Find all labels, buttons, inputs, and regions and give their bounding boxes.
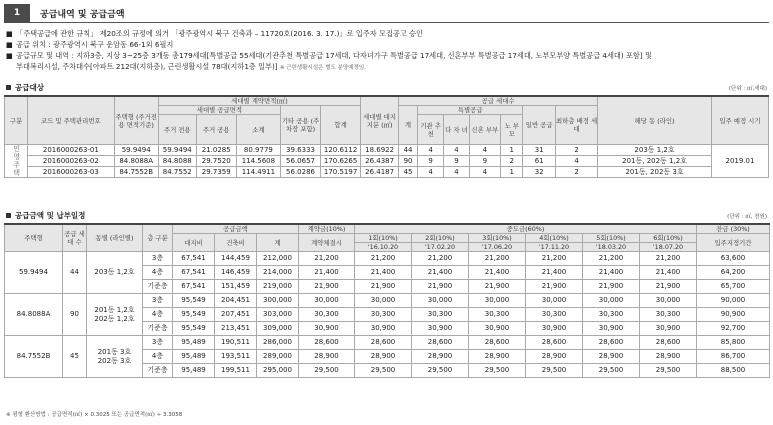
section1-unit: (단위 : ㎡,세대) — [728, 86, 767, 92]
cell-m-3: 30,300 — [526, 308, 583, 322]
cell-m-1: 28,900 — [412, 350, 469, 364]
cell-m-5: 28,600 — [640, 336, 697, 350]
col-newly: 신혼 부부 — [469, 115, 501, 145]
cell-m-5: 29,500 — [640, 364, 697, 378]
cell-m-0: 21,400 — [355, 266, 412, 280]
cell-balance: 92,700 — [697, 322, 770, 336]
cell-m-1: 21,900 — [412, 280, 469, 294]
cell-m-5: 21,400 — [640, 266, 697, 280]
cell-m-2: 30,000 — [469, 294, 526, 308]
cell-m-2: 21,900 — [469, 280, 526, 294]
cell-contract: 21,200 — [299, 252, 355, 266]
cell-m-2: 30,300 — [469, 308, 526, 322]
section2-title: 공급금액 및 납부일정 — [6, 210, 85, 221]
cell-m-0: 28,600 — [355, 336, 412, 350]
cell-m-2: 28,900 — [469, 350, 526, 364]
cell-building: 207,451 — [215, 308, 257, 322]
cell-balance: 88,500 — [697, 364, 770, 378]
cell-m-3: 21,900 — [526, 280, 583, 294]
cell-balance: 63,600 — [697, 252, 770, 266]
cell-m-5: 30,900 — [640, 322, 697, 336]
cell-m-1: 30,300 — [412, 308, 469, 322]
cell-total: 219,000 — [257, 280, 299, 294]
cell-m-4: 21,400 — [583, 266, 640, 280]
cell-m-1: 21,400 — [412, 266, 469, 280]
cell-total: 214,000 — [257, 266, 299, 280]
notice-bullets — [6, 28, 768, 74]
col-area-group: 세대별 계약면적(㎡) — [158, 96, 360, 106]
households-cell: 90 — [63, 294, 87, 336]
cell-m-2: 30,900 — [469, 322, 526, 336]
cell-m-4: 21,900 — [583, 280, 640, 294]
col-land: 세대별 대지 지분 (㎡) — [361, 96, 399, 145]
col-move-in: 입주 예정 시기 — [711, 96, 768, 145]
cell-building: 213,451 — [215, 322, 257, 336]
cell-m-1: 28,600 — [412, 336, 469, 350]
cell-land: 95,489 — [173, 364, 215, 378]
col-general: 일반 공급 — [523, 106, 556, 145]
cell-total: 286,000 — [257, 336, 299, 350]
bullet-item: ■ 공급 위치 : 광주광역시 북구 운암동 66-1외 6필지 — [6, 40, 174, 49]
cell-total: 309,000 — [257, 322, 299, 336]
table-row: 2016000263-02 84.8088A 84.8088 29.7520 114.5608 56.0657 170.6265 26.4387 90 9 9 9 2 61 4 201동, 202동 1,2호 — [5, 156, 769, 167]
cell-m-4: 30,300 — [583, 308, 640, 322]
cell-m-4: 30,900 — [583, 322, 640, 336]
bullet-note: ※ 근린생활시설은 별도 분양예정임. — [279, 65, 366, 71]
cell-building: 190,511 — [215, 336, 257, 350]
table-row — [5, 336, 770, 350]
cell-m-1: 29,500 — [412, 364, 469, 378]
section-title: 공급내역 및 공급금액 — [40, 9, 125, 20]
col-code: 코드 및 주택관리번호 — [28, 96, 114, 145]
cell-total: 300,000 — [257, 294, 299, 308]
cell-balance: 90,900 — [697, 308, 770, 322]
cell-contract: 28,600 — [299, 336, 355, 350]
cell-contract: 30,300 — [299, 308, 355, 322]
cell-m-0: 29,500 — [355, 364, 412, 378]
cell-m-0: 30,000 — [355, 294, 412, 308]
cell-floor: 3층 — [143, 252, 173, 266]
cell-balance: 85,800 — [697, 336, 770, 350]
col-total: 계 — [399, 106, 418, 145]
table-row: 2016000263-03 84.7552B 84.7552 29.7359 114.4911 56.0286 170.5197 26.4187 45 4 4 4 1 32 2 201동, 202동 3호 — [5, 167, 769, 178]
cell-land: 95,549 — [173, 322, 215, 336]
cell-m-3: 21,200 — [526, 252, 583, 266]
cell-m-5: 21,200 — [640, 252, 697, 266]
cell-m-2: 29,500 — [469, 364, 526, 378]
cell-contract: 30,000 — [299, 294, 355, 308]
cell-m-4: 30,000 — [583, 294, 640, 308]
cell-total: 289,000 — [257, 350, 299, 364]
price-rows — [5, 252, 770, 378]
cell-m-3: 30,000 — [526, 294, 583, 308]
cell-land: 95,489 — [173, 350, 215, 364]
cell-building: 144,459 — [215, 252, 257, 266]
col-min-floor: 최하층 배정 세대 — [556, 106, 598, 145]
cell-floor: 4층 — [143, 350, 173, 364]
col-sum: 합계 — [321, 106, 361, 145]
col-type: 구분 — [5, 96, 28, 145]
supply-target-table — [4, 95, 769, 178]
bullet-item: ■ 공급규모 및 내역 : 지하3층, 지상 3~25층 3개동 총179세대[특별공급 55세대(기관추천 특별공급 17세대, 다자녀가구 특별공급 17세대, 신혼부부 특별공급 17세대, 노부모부양 특별공급 4세대) 포함] 및 — [6, 51, 652, 60]
cell-m-4: 28,900 — [583, 350, 640, 364]
move-in-cell: 2019.01 — [711, 145, 768, 178]
households-cell: 45 — [63, 336, 87, 378]
cell-m-2: 21,200 — [469, 252, 526, 266]
cell-m-4: 28,600 — [583, 336, 640, 350]
cell-building: 193,511 — [215, 350, 257, 364]
cell-floor: 4층 — [143, 308, 173, 322]
cell-contract: 28,900 — [299, 350, 355, 364]
col-supply-group: 세대별 공급면적 — [158, 106, 280, 115]
cell-floor: 기준층 — [143, 280, 173, 294]
section1-title: 공급대상 — [6, 82, 44, 93]
cell-building: 151,459 — [215, 280, 257, 294]
cell-land: 67,541 — [173, 266, 215, 280]
col-special-group: 특별공급 — [418, 106, 523, 115]
cell-m-4: 29,500 — [583, 364, 640, 378]
dong-cell: 203동 1,2호 — [87, 252, 143, 294]
cell-balance: 86,700 — [697, 350, 770, 364]
cell-land: 95,549 — [173, 308, 215, 322]
cell-m-4: 21,200 — [583, 252, 640, 266]
cell-building: 199,511 — [215, 364, 257, 378]
cell-building: 204,451 — [215, 294, 257, 308]
cell-total: 212,000 — [257, 252, 299, 266]
cell-total: 295,000 — [257, 364, 299, 378]
households-cell: 44 — [63, 252, 87, 294]
cell-floor: 기준층 — [143, 322, 173, 336]
cell-m-5: 30,000 — [640, 294, 697, 308]
cell-balance: 90,000 — [697, 294, 770, 308]
section2-unit: (단위 : ㎡, 천원) — [727, 214, 767, 220]
col-multi: 다 자 녀 — [444, 115, 469, 145]
model-cell: 84.8088A — [5, 294, 63, 336]
cell-m-0: 30,900 — [355, 322, 412, 336]
col-subtotal: 소계 — [236, 115, 280, 145]
cell-land: 67,541 — [173, 280, 215, 294]
cell-m-3: 28,900 — [526, 350, 583, 364]
type-cell: 민영주택 — [5, 145, 28, 178]
cell-floor: 3층 — [143, 294, 173, 308]
dong-cell: 201동 1,2호 202동 1,2호 — [87, 294, 143, 336]
section-header — [4, 4, 769, 23]
cell-total: 303,000 — [257, 308, 299, 322]
cell-contract: 21,400 — [299, 266, 355, 280]
dong-cell: 201동 3호 202동 3호 — [87, 336, 143, 378]
cell-m-1: 30,000 — [412, 294, 469, 308]
model-cell: 84.7552B — [5, 336, 63, 378]
cell-m-5: 30,300 — [640, 308, 697, 322]
cell-floor: 기준층 — [143, 364, 173, 378]
cell-contract: 30,900 — [299, 322, 355, 336]
cell-m-2: 21,400 — [469, 266, 526, 280]
cell-land: 95,549 — [173, 294, 215, 308]
cell-floor: 3층 — [143, 336, 173, 350]
col-elder: 노 부 모 — [501, 115, 523, 145]
cell-m-5: 28,900 — [640, 350, 697, 364]
bullet-item: 부대복리시설, 주차대수[아파트 212대(지하층), 근린생활시설 78대(지하1층 일부)] ※ 근린생활시설은 별도 분양예정임. — [16, 62, 366, 71]
footnote: ※ 평형 환산방법 : 공급면적(㎡) × 0.3025 또는 공급면적(㎡) ÷ 3.3058 — [6, 412, 183, 418]
cell-building: 146,459 — [215, 266, 257, 280]
bullet-item: ■ 「주택공급에 관한 규칙」 제20조의 규정에 의거 「광주광역시 북구 건축과 – 11720호(2016. 3. 17.)」로 입주자 모집공고 승인 — [6, 29, 423, 38]
table-row: 민영주택 2016000263-01 59.9494 59.9494 21.0285 80.9779 39.6333 120.6112 18.6922 44 4 4 4 1 31 2 203동 1,2호 2019.01 — [5, 145, 769, 156]
cell-contract: 29,500 — [299, 364, 355, 378]
cell-m-0: 21,200 — [355, 252, 412, 266]
section-number: 1 — [4, 4, 30, 23]
price-schedule-table: 주택형 공급 세대 수 동별 (라인별) 층 구분 공급금액 계약금(10%) 중도금(60%) 잔금 (30%) 대지비 건축비 계 계약체결시 1회(10%) 2회(10%) 3회(10%) 4회(10%) 5회(10%) 6회(10%) 입주지정기간 '16.10.20 '17.02.20 '17.06.20 '17.11.20 '18.03.20 '18.07.20 59.9494 44 203동 1,2호 3층 67,541 144,459 212,000 21,200 21,200 21,200 21,200 21,200 21,200 21,200 63,600 4층 67,541 146,459 214,000 21,400 21,400 21,400 21,400 21,400 21,400 21,400 64,200 기준층 67,541 151,459 219,000 21,900 21,900 21,900 21,900 21,900 21,900 21,900 65,700 84.8088A 90 201동 1,2호 202동 1,2호 3층 95,549 204,451 300,000 30,000 30,000 30,000 30,000 30,000 30,000 30,000 90,000 4층 95,549 207,451 303,000 30,300 30,300 30,300 30,300 30,300 30,300 30,300 90,900 기준층 95,549 213,451 309,000 30,900 30,900 30,900 30,900 30,900 30,900 30,900 92,700 84.7552B 45 201동 3호 202동 3호 3층 95,489 190,511 286,000 28,600 28,600 28,600 28,600 28,600 28,600 28,600 85,800 4층 95,489 193,511 289,000 28,900 28,900 28,900 28,900 28,900 28,900 28,900 86,700 기준층 95,489 199,511 295,000 29,500 29,500 29,500 29,500 29,500 29,500 29,500 88,500 — [4, 223, 770, 378]
col-inst: 기관 추천 — [418, 115, 444, 145]
cell-land: 95,489 — [173, 336, 215, 350]
cell-m-1: 21,200 — [412, 252, 469, 266]
cell-m-2: 28,600 — [469, 336, 526, 350]
col-model: 주택형 (주거전용 면적기준) — [114, 96, 158, 145]
cell-m-3: 29,500 — [526, 364, 583, 378]
cell-balance: 64,200 — [697, 266, 770, 280]
table-row — [5, 252, 770, 266]
cell-contract: 21,900 — [299, 280, 355, 294]
col-common: 주거 공용 — [196, 115, 236, 145]
cell-m-0: 30,300 — [355, 308, 412, 322]
col-exclusive: 주거 전용 — [158, 115, 196, 145]
cell-land: 67,541 — [173, 252, 215, 266]
cell-balance: 65,700 — [697, 280, 770, 294]
cell-m-1: 30,900 — [412, 322, 469, 336]
cell-m-5: 21,900 — [640, 280, 697, 294]
cell-m-0: 28,900 — [355, 350, 412, 364]
col-other: 기타 공용 (주차장 포함) — [281, 106, 321, 145]
cell-m-3: 30,900 — [526, 322, 583, 336]
col-dong: 해당 동 (라인) — [598, 96, 712, 145]
cell-m-0: 21,900 — [355, 280, 412, 294]
col-households-group: 공급 세대수 — [399, 96, 598, 106]
model-cell: 59.9494 — [5, 252, 63, 294]
cell-m-3: 21,400 — [526, 266, 583, 280]
cell-floor: 4층 — [143, 266, 173, 280]
table-row — [5, 294, 770, 308]
cell-m-3: 28,600 — [526, 336, 583, 350]
